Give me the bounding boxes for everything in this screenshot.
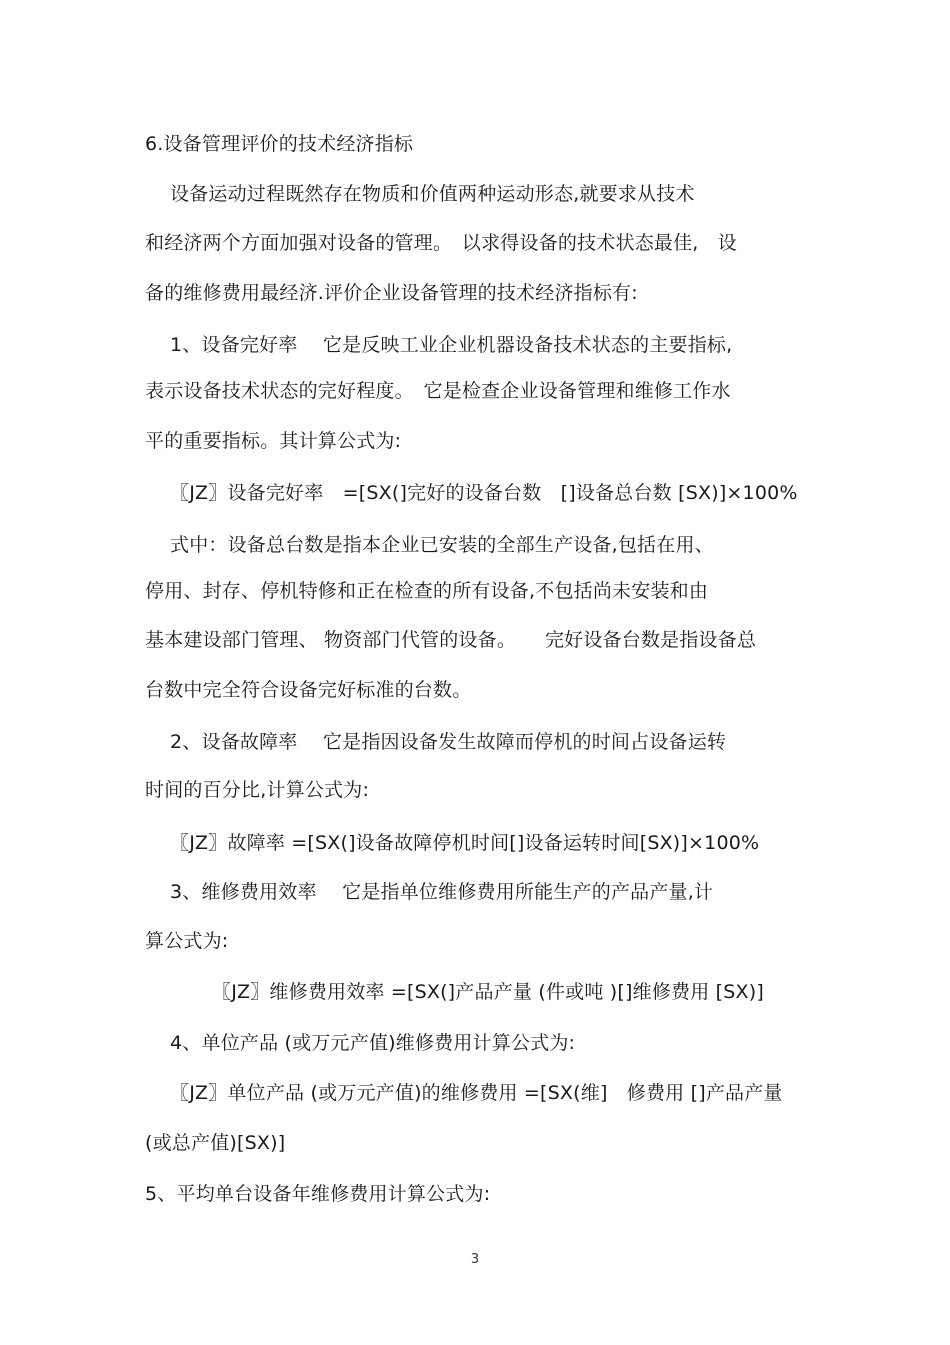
paragraph-line: 表示设备技术状态的完好程度。 它是检查企业设备管理和维修工作水 <box>145 380 731 402</box>
paragraph-line: 3、维修费用效率 它是指单位维修费用所能生产的产品产量,计 <box>170 881 714 903</box>
formula-line: 〖JZ〗维修费用效率 =[SX(]产品产量 (件或吨 )[]维修费用 [SX)] <box>212 981 764 1003</box>
formula-line: 〖JZ〗故障率 =[SX(]设备故障停机时间[]设备运转时间[SX)]×100% <box>170 832 760 854</box>
paragraph-line: 停用、封存、停机特修和正在检查的所有设备,不包括尚未安装和由 <box>145 580 709 602</box>
paragraph-line: 算公式为: <box>145 930 229 952</box>
paragraph-line: 基本建设部门管理、 物资部门代管的设备。 完好设备台数是指设备总 <box>145 629 757 651</box>
formula-line: 〖JZ〗单位产品 (或万元产值)的维修费用 =[SX(维] 修费用 []产品产量 <box>170 1082 783 1104</box>
paragraph-line: 1、设备完好率 它是反映工业企业机器设备技术状态的主要指标, <box>170 334 733 356</box>
paragraph-line: 式中：设备总台数是指本企业已安装的全部生产设备,包括在用、 <box>170 534 714 556</box>
paragraph-line: 时间的百分比,计算公式为: <box>145 779 370 801</box>
paragraph-line: 平的重要指标。其计算公式为: <box>145 430 402 452</box>
paragraph-line: 设备运动过程既然存在物质和价值两种运动形态,就要求从技术 <box>170 183 695 205</box>
paragraph-line: 2、设备故障率 它是指因设备发生故障而停机的时间占设备运转 <box>170 731 727 753</box>
page-number: 3 <box>470 1252 480 1267</box>
paragraph-line: 台数中完全符合设备完好标准的台数。 <box>145 679 472 701</box>
paragraph-line: 5、平均单台设备年维修费用计算公式为: <box>145 1183 491 1205</box>
paragraph-line: 备的维修费用最经济.评价企业设备管理的技术经济指标有: <box>145 282 638 304</box>
section-heading: 6.设备管理评价的技术经济指标 <box>145 133 414 155</box>
paragraph-line: 和经济两个方面加强对设备的管理。 以求得设备的技术状态最佳, 设 <box>145 232 737 254</box>
formula-line: (或总产值)[SX)] <box>145 1132 286 1154</box>
formula-line: 〖JZ〗设备完好率 =[SX(]完好的设备台数 []设备总台数 [SX)]×100% <box>170 482 798 504</box>
paragraph-line: 4、单位产品 (或万元产值)维修费用计算公式为: <box>170 1032 576 1054</box>
